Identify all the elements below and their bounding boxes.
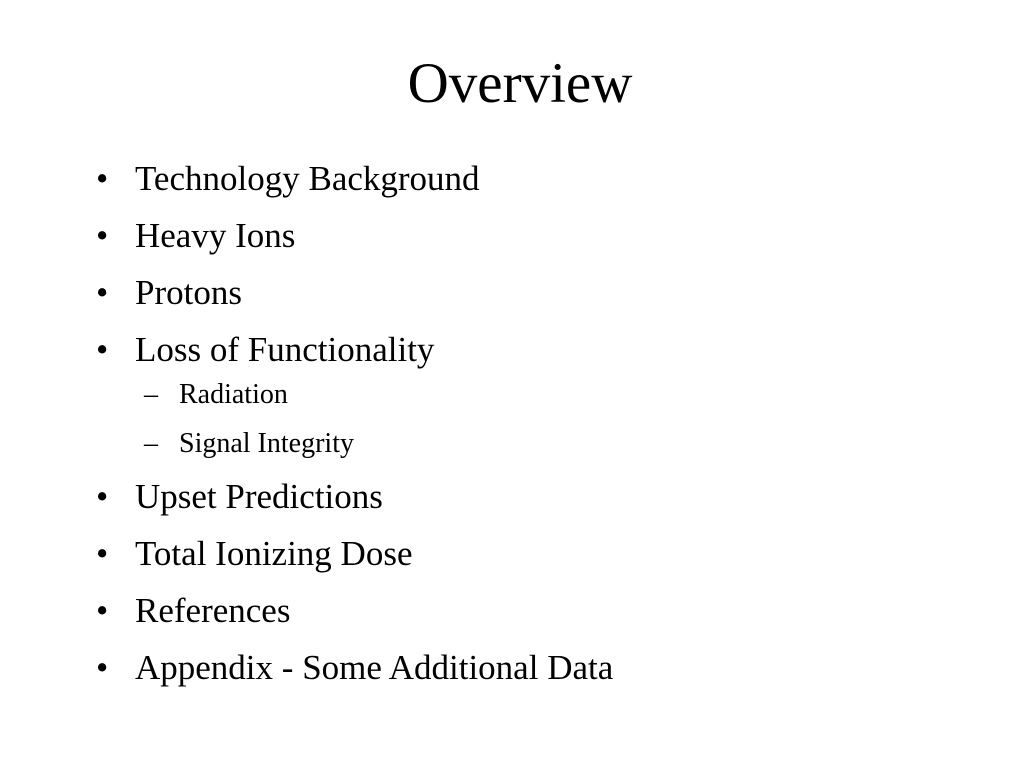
- bullet-icon: •: [96, 159, 109, 198]
- bullet-icon: •: [96, 477, 109, 516]
- bullet-text: Upset Predictions: [135, 477, 383, 516]
- bullet-item: [96, 648, 976, 688]
- sub-bullet-group: [96, 379, 976, 460]
- bullet-item: [96, 591, 976, 631]
- bullet-icon: •: [96, 534, 109, 573]
- bullet-icon: •: [96, 216, 109, 255]
- sub-bullet-item: [96, 428, 976, 460]
- bullet-item: [96, 159, 976, 199]
- sub-bullet-text: Radiation: [179, 379, 288, 410]
- bullet-item: [96, 216, 976, 256]
- bullet-text: Technology Background: [135, 159, 480, 198]
- bullet-icon: •: [96, 273, 109, 312]
- bullet-item: [96, 477, 976, 517]
- slide-title: Overview: [407, 52, 633, 115]
- bullet-text: Protons: [135, 273, 242, 312]
- dash-icon: –: [144, 379, 158, 410]
- bullet-item: [96, 330, 976, 370]
- bullet-item: [96, 534, 976, 574]
- bullet-list: [96, 159, 976, 705]
- sub-bullet-text: Signal Integrity: [179, 428, 354, 459]
- bullet-text: Appendix - Some Additional Data: [135, 648, 614, 687]
- dash-icon: –: [144, 428, 158, 459]
- bullet-icon: •: [96, 648, 109, 687]
- bullet-icon: •: [96, 330, 109, 369]
- sub-bullet-list: [96, 379, 976, 460]
- sub-bullet-item: [96, 379, 976, 411]
- bullet-text: Total Ionizing Dose: [135, 534, 413, 573]
- bullet-text: References: [135, 591, 291, 630]
- bullet-text: Heavy Ions: [135, 216, 296, 255]
- bullet-item: [96, 273, 976, 313]
- bullet-text: Loss of Functionality: [135, 330, 435, 369]
- bullet-icon: •: [96, 591, 109, 630]
